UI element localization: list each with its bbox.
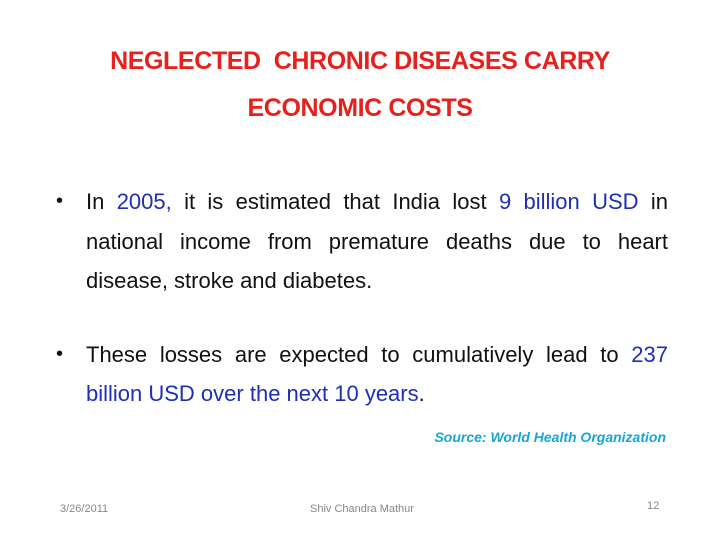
bullet-text-segment: in national income from premature deaths due to heart disease, stroke and diabetes. [86, 189, 668, 293]
bullet-text [86, 189, 668, 293]
bullet-text-segment: These losses are expected to cumulatively lead to [86, 341, 632, 367]
bullet-text-segment: it is estimated that India lost [171, 189, 499, 214]
source-citation: Source: World Health Organization [434, 429, 666, 445]
slide-title [60, 38, 660, 132]
page-number: 12 [647, 500, 660, 512]
bullet-text-segment: In [86, 189, 117, 214]
bullet-item [56, 182, 668, 301]
bullet-dot-icon: • [56, 190, 64, 212]
bullet-text [86, 342, 668, 407]
bullet-highlight: 2005, [116, 189, 172, 214]
bullet-highlight: 237 billion USD over the next 10 years [86, 341, 668, 406]
bullet-list [56, 182, 668, 414]
title-line-2: ECONOMIC COSTS [247, 94, 473, 122]
footer-author: Shiv Chandra Mathur [310, 503, 414, 515]
bullet-text-segment: . [418, 381, 425, 406]
bullet-dot-icon: • [56, 342, 64, 365]
title-line-1: NEGLECTED CHRONIC DISEASES CARRY [110, 47, 610, 75]
bullet-item [56, 335, 668, 414]
bullet-highlight: 9 billion USD [498, 189, 639, 214]
footer-date: 3/26/2011 [60, 503, 109, 515]
